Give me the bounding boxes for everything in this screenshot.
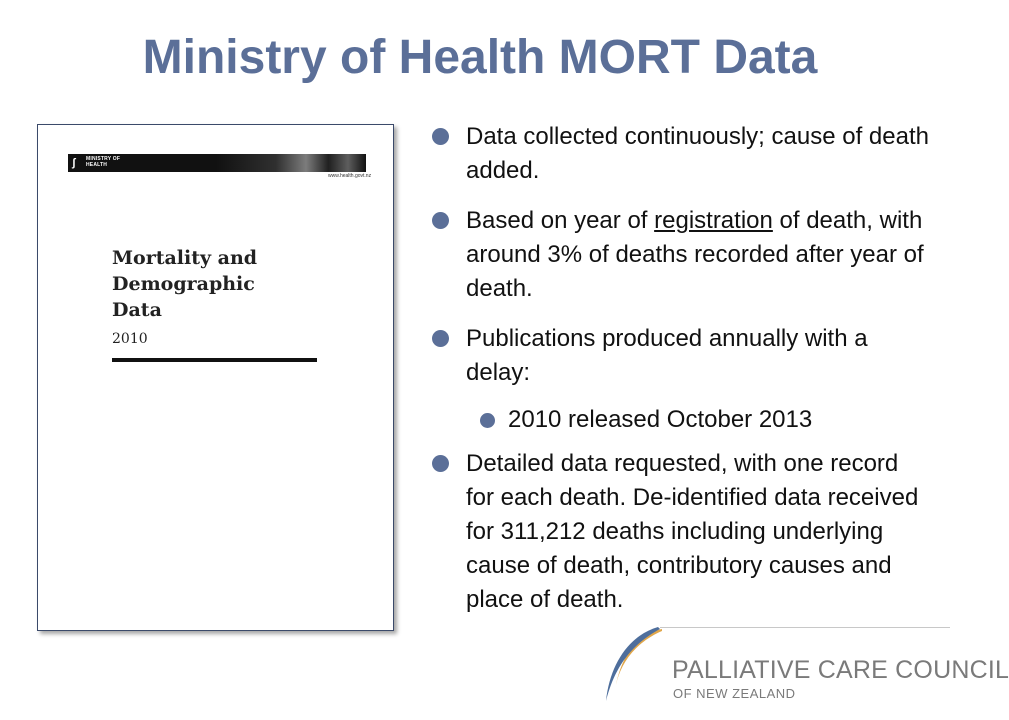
palliative-care-logo-subtext: OF NEW ZEALAND bbox=[673, 686, 796, 701]
slide-title: Ministry of Health MORT Data bbox=[142, 31, 818, 84]
palliative-care-swoosh-icon bbox=[600, 625, 670, 705]
document-url: www.health.govt.nz bbox=[328, 173, 372, 179]
bullet-item: Based on year of registration of death, with around 3% of deaths recorded after year of death. bbox=[430, 204, 930, 306]
document-rule bbox=[112, 358, 317, 362]
bullet-list bbox=[430, 120, 930, 617]
bullet-item: Detailed data requested, with one record for each death. De-identified data received for 311,212 deaths including underlying cause of death, contributory causes and place of death. bbox=[430, 447, 930, 617]
sub-bullet-item: 2010 released October 2013 bbox=[430, 403, 930, 437]
ministry-logo-text: MINISTRY OF HEALTH bbox=[86, 156, 121, 168]
document-header-bar bbox=[68, 154, 366, 172]
decorative-swirl bbox=[216, 154, 366, 172]
bullet-item: Data collected continuously; cause of death added. bbox=[430, 120, 930, 188]
document-cover-thumbnail bbox=[37, 124, 394, 631]
bullet-dot-icon bbox=[432, 128, 449, 145]
bullet-item: Publications produced annually with a delay: bbox=[430, 322, 930, 390]
palliative-care-logo-text: PALLIATIVE CARE COUNCIL bbox=[672, 656, 1009, 684]
bullet-dot-icon bbox=[432, 330, 449, 347]
ministry-logo-icon: ʃ bbox=[72, 157, 76, 169]
underlined-text: registration bbox=[654, 207, 773, 234]
bullet-dot-icon bbox=[432, 212, 449, 229]
bullet-dot-icon bbox=[432, 455, 449, 472]
bullet-dot-icon bbox=[480, 413, 495, 428]
footer-divider bbox=[660, 627, 950, 628]
document-title: Mortality and Demographic Data bbox=[112, 247, 258, 321]
document-year: 2010 bbox=[112, 331, 148, 347]
